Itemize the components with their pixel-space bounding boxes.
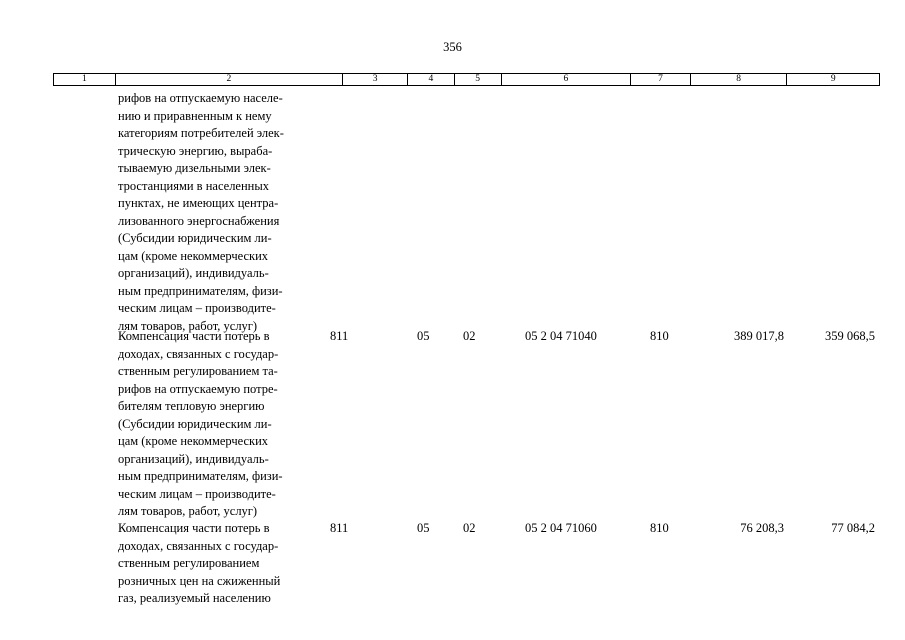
section-code: 05 [417,521,430,535]
column-header-2: 2 [115,74,342,86]
ministry-code: 811 [330,521,349,535]
target-article-code: 05 2 04 71040 [525,329,597,343]
subsection-code: 02 [463,329,476,343]
row-description: Компенсация части потерь в доходах, связанных с государ- ственным регулированием та- рифов на отпускаемую потре- бителям тепловую энергию (Субсидии юридическим ли- цам (кроме некоммерческих организаций), индивидуаль- ным предпринимателям, физи- ческим лицам – производите- лям товаров, работ, услуг) [118,329,283,518]
column-header-6: 6 [501,74,631,86]
section-code: 05 [417,329,430,343]
amount-year-1: 76 208,3 [740,521,784,535]
column-header-8: 8 [690,74,787,86]
column-header-5: 5 [454,74,501,86]
column-header-row [53,73,880,86]
subsection-code: 02 [463,521,476,535]
column-header-7: 7 [631,74,691,86]
amount-year-2: 359 068,5 [825,329,875,343]
expense-type-code: 810 [650,521,669,535]
column-header-3: 3 [343,74,408,86]
amount-year-2: 77 084,2 [831,521,875,535]
ministry-code: 811 [330,329,349,343]
column-header-1: 1 [54,74,116,86]
column-header-4: 4 [407,74,454,86]
page-number: 356 [443,40,462,54]
target-article-code: 05 2 04 71060 [525,521,597,535]
row-description: рифов на отпускаемую населе- нию и приравненным к нему категориям потребителей элек- трическую энергию, выраба- тываемую дизельными элек- тростанциями в населенных пунктах, не имеющих центра- лизованного энергоснабжения (Субсидии юридическим ли- цам (кроме некоммерческих организаций), индивидуаль- ным предпринимателям, физи- ческим лицам – производите- лям товаров, работ, услуг) [118,91,284,333]
row-description: Компенсация части потерь в доходах, связанных с государ- ственным регулированием розничных цен на сжиженный газ, реализуемый населению [118,521,281,605]
column-header-9: 9 [787,74,880,86]
expense-type-code: 810 [650,329,669,343]
amount-year-1: 389 017,8 [734,329,784,343]
